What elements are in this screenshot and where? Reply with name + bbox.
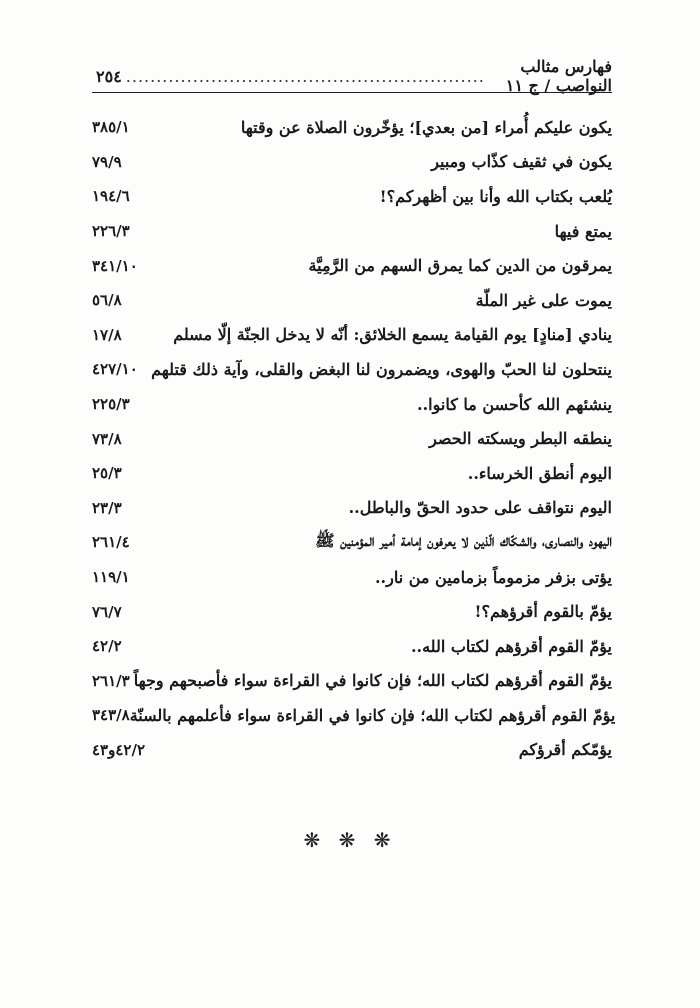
index-entry (92, 698, 616, 733)
entry-text: يؤمّ القوم أقرؤهم لكتاب الله؛ فإن كانوا في القراءة سواء فأصبحهم وجهاً (133, 671, 612, 691)
index-entry (92, 594, 612, 629)
index-entry (92, 456, 612, 491)
header-rule (92, 92, 612, 93)
index-entry (92, 352, 612, 387)
entry-text: ينتحلون لنا الحبّ والهوى، ويضمرون لنا البغض والقلى، وآية ذلك قتلهم (151, 359, 612, 379)
entry-ref: ٢٥/٣ (92, 464, 122, 483)
index-entry (92, 145, 612, 180)
entry-ref: ٢٢٥/٣ (92, 395, 130, 414)
index-entry (92, 179, 612, 214)
entry-text: يموت على غير الملّة (475, 290, 612, 310)
entry-text: ينطقه البطر ويسكته الحصر (429, 429, 612, 449)
entry-ref: ٣٤١/١٠ (92, 256, 138, 275)
header-title: فهارس مثالب النواصب / ج ١١ (505, 57, 612, 95)
entry-text: يمتع فيها (554, 221, 612, 241)
entry-text: ينشئهم الله كأحسن ما كانوا.. (417, 394, 612, 414)
entry-ref: ٤٢/٢و٤٣ (92, 740, 146, 759)
entry-ref: ١٧/٨ (92, 325, 122, 344)
index-entry (92, 629, 612, 664)
entry-ref: ٧٦/٧ (92, 602, 122, 621)
index-entry (92, 283, 612, 318)
header-dots: ........................................................... (125, 66, 485, 86)
entry-text: يُلعب بكتاب الله وأنا بين أظهركم؟! (379, 186, 612, 206)
entry-text: اليوم نتواقف على حدود الحقّ والباطل.. (348, 498, 612, 518)
index-entry (92, 664, 612, 699)
entry-ref: ٧٩/٩ (92, 152, 122, 171)
entry-ref: ٣٤٣/٨ (92, 706, 130, 725)
entry-ref: ٧٣/٨ (92, 429, 122, 448)
entry-text: يمرقون من الدين كما يمرق السهم من الرَّمِيَّة (308, 256, 612, 276)
index-entry (92, 421, 612, 456)
entry-text: يؤمّ القوم أقرؤهم لكتاب الله؛ فإن كانوا في القراءة سواء فأعلمهم بالسنّة (129, 705, 616, 725)
index-entry (92, 491, 612, 526)
entry-ref: ٣٨٥/١ (92, 118, 130, 137)
entry-text: يكون في ثقيف كذّاب ومبير (431, 152, 612, 172)
entry-ref: ٢٦١/٣ (92, 671, 130, 690)
index-entry (92, 110, 612, 145)
index-entry (92, 525, 612, 560)
entry-ref: ٥٦/٨ (92, 291, 122, 310)
entry-ref: ٤٢٧/١٠ (92, 360, 138, 379)
entry-text: يؤمّ القوم أقرؤهم لكتاب الله.. (410, 636, 612, 656)
entry-text: يكون عليكم أُمراء [من بعدي]؛ يؤخّرون الصلاة عن وقتها (240, 117, 612, 137)
entry-text: اليهود والنصارى، والشكّاك الّذين لا يعرفون إمامة أمير المؤمنين ﷺ (315, 530, 612, 550)
entry-text: يؤمّكم أقرؤكم (518, 740, 612, 760)
index-entry (92, 560, 612, 595)
page-number: ٢٥٤ (96, 66, 122, 86)
running-header (92, 57, 612, 95)
entry-ref: ٢٦١/٤ (92, 533, 130, 552)
entry-ref: ٢٢٦/٣ (92, 222, 130, 241)
entry-ref: ٢٣/٣ (92, 498, 122, 517)
entry-text: اليوم أنطق الخرساء.. (467, 463, 612, 483)
index-entry (92, 387, 612, 422)
entry-text: يؤمّ بالقوم أقرؤهم؟! (474, 602, 612, 622)
entry-ref: ١١٩/١ (92, 568, 130, 587)
index-list (92, 110, 616, 767)
entry-text: يؤتى بزفر مزموماً بزمامين من نار.. (374, 567, 612, 587)
index-entry (92, 214, 612, 249)
index-entry (92, 248, 612, 283)
entry-ref: ١٩٤/٦ (92, 187, 130, 206)
entry-text: ينادي [منادٍ] يوم القيامة يسمع الخلائق: أنّه لا يدخل الجنّة إلّا مسلم (173, 325, 612, 345)
end-ornament: ❋ ❋ ❋ (303, 828, 397, 852)
entry-ref: ٤٢/٢ (92, 637, 122, 656)
index-entry (92, 318, 612, 353)
index-entry (92, 733, 612, 768)
